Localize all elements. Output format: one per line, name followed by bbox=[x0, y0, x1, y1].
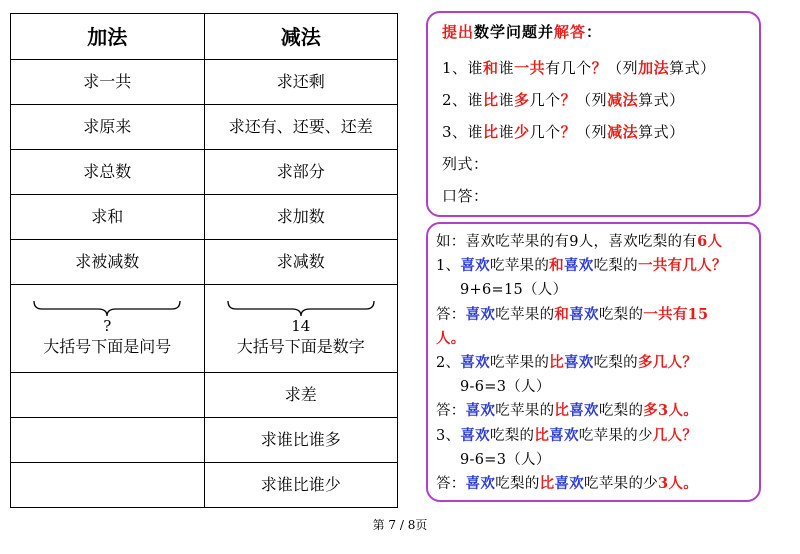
text-segment: 口答： bbox=[442, 187, 489, 205]
text-segment: 多 bbox=[514, 91, 530, 109]
text-segment: 喜欢 bbox=[549, 426, 579, 444]
text-segment: 答： bbox=[436, 403, 466, 420]
text-segment: 喜欢 bbox=[460, 354, 490, 372]
cell-add-1: 求一共 bbox=[11, 60, 205, 105]
text-segment: 算式） bbox=[638, 123, 685, 141]
text-segment: 吃苹果的 bbox=[489, 355, 550, 372]
example-line bbox=[436, 375, 759, 399]
cell-sub-1: 求还剩 bbox=[204, 60, 398, 105]
brace-caption-right: 大括号下面是数字 bbox=[236, 336, 365, 356]
cell-add-empty-1 bbox=[11, 373, 205, 418]
problem-line bbox=[442, 116, 759, 148]
text-segment: 吃梨的 bbox=[495, 476, 540, 493]
text-segment: 喜欢 bbox=[569, 305, 599, 323]
example-line bbox=[436, 278, 759, 302]
cell-sub-3: 求部分 bbox=[204, 150, 398, 195]
problem-line bbox=[442, 84, 759, 116]
text-segment: 比 bbox=[539, 475, 555, 493]
text-segment: （列 bbox=[607, 59, 639, 77]
cell-sub-2: 求还有、还要、还差 bbox=[204, 105, 398, 150]
text-segment: 3、谁 bbox=[442, 123, 484, 141]
example-line bbox=[436, 351, 759, 375]
text-segment: 喜欢 bbox=[460, 426, 490, 444]
text-segment: 算式） bbox=[669, 59, 716, 77]
text-segment: 吃梨的 bbox=[593, 258, 638, 275]
text-segment: 减法 bbox=[607, 91, 639, 109]
text-segment: 喜欢 bbox=[465, 305, 496, 323]
header-subtraction: 减法 bbox=[204, 14, 398, 60]
cell-sub-difference: 求差 bbox=[204, 373, 398, 418]
text-segment: 谁 bbox=[498, 91, 515, 109]
text-segment: ？ bbox=[560, 123, 577, 141]
text-segment: 有几个 bbox=[545, 59, 592, 77]
text-segment: 谁 bbox=[498, 59, 515, 77]
cell-add-2: 求原来 bbox=[11, 105, 205, 150]
example-line bbox=[436, 230, 759, 254]
text-segment: 谁 bbox=[498, 123, 515, 141]
text-segment: 减法 bbox=[607, 123, 639, 141]
cell-sub-more: 求谁比谁多 bbox=[204, 418, 398, 463]
text-segment: 吃苹果的 bbox=[495, 306, 555, 323]
text-segment: 多3人。 bbox=[643, 402, 699, 420]
example-line bbox=[436, 399, 759, 423]
text-segment: 数学问题并 bbox=[474, 23, 555, 41]
problem-line bbox=[442, 180, 759, 212]
text-segment: 几人？ bbox=[652, 426, 698, 444]
text-segment: 吃梨的 bbox=[598, 306, 644, 323]
text-segment: 几个 bbox=[529, 91, 561, 109]
text-segment: 9+6=15（人） bbox=[460, 282, 568, 299]
text-segment: 答： bbox=[436, 476, 466, 493]
text-segment: 2、谁 bbox=[442, 91, 484, 109]
text-segment: ： bbox=[586, 23, 603, 41]
text-segment: 一共 bbox=[514, 59, 546, 77]
text-segment: 加法 bbox=[638, 59, 670, 77]
text-segment: 比 bbox=[549, 354, 564, 372]
text-segment: 和 bbox=[554, 305, 570, 323]
example-box bbox=[426, 222, 761, 502]
example-line bbox=[436, 448, 759, 472]
text-segment: 吃梨的 bbox=[598, 403, 644, 420]
brace-cell-left bbox=[11, 285, 205, 373]
curly-brace-icon bbox=[226, 299, 376, 317]
cell-sub-5: 求减数 bbox=[204, 240, 398, 285]
example-line bbox=[436, 472, 759, 496]
text-segment: 解答 bbox=[554, 23, 587, 41]
text-segment: 喜欢 bbox=[569, 402, 599, 420]
text-segment: 比 bbox=[534, 426, 550, 444]
text-segment: 算式） bbox=[638, 91, 685, 109]
curly-brace-icon bbox=[32, 299, 182, 317]
text-segment: 喜欢 bbox=[563, 257, 594, 275]
text-segment: 和 bbox=[549, 257, 564, 275]
cell-sub-less: 求谁比谁少 bbox=[204, 463, 398, 508]
text-segment: 一共有几人？ bbox=[637, 257, 727, 275]
text-segment: ？ bbox=[560, 91, 577, 109]
problem-lines bbox=[442, 52, 759, 212]
example-lines bbox=[436, 230, 759, 496]
text-segment: 喜欢 bbox=[460, 257, 490, 275]
text-segment: 比 bbox=[483, 123, 499, 141]
text-segment: 吃梨的 bbox=[593, 355, 638, 372]
text-segment: 如：喜欢吃苹果的有9人，喜欢吃梨的有 bbox=[436, 234, 698, 250]
cell-add-empty-3 bbox=[11, 463, 205, 508]
text-segment: 吃梨的 bbox=[489, 427, 535, 444]
cell-add-empty-2 bbox=[11, 418, 205, 463]
text-segment: 喜欢 bbox=[465, 402, 496, 420]
text-segment: 6人 bbox=[697, 233, 723, 250]
example-line bbox=[436, 254, 759, 278]
brace-number: 14 bbox=[291, 317, 311, 336]
text-segment: ？ bbox=[591, 59, 608, 77]
cell-add-4: 求和 bbox=[11, 195, 205, 240]
text-segment: 喜欢 bbox=[563, 354, 594, 372]
text-segment: （列 bbox=[576, 123, 608, 141]
text-segment: 提出 bbox=[442, 23, 475, 41]
text-segment: 和 bbox=[483, 59, 499, 77]
text-segment: 一共有15 bbox=[643, 305, 709, 323]
brace-caption-left: 大括号下面是问号 bbox=[43, 336, 172, 356]
text-segment: 3人。 bbox=[658, 475, 699, 493]
text-segment: 1、谁 bbox=[442, 59, 484, 77]
problem-line bbox=[442, 148, 759, 180]
brace-question-mark: ? bbox=[103, 317, 112, 336]
text-segment: 答： bbox=[436, 306, 466, 323]
text-segment: 1、 bbox=[436, 258, 461, 275]
text-segment: 9-6=3（人） bbox=[460, 451, 551, 468]
operations-table bbox=[10, 13, 398, 508]
text-segment: 吃苹果的少 bbox=[578, 427, 653, 444]
example-line bbox=[436, 424, 759, 448]
problem-box bbox=[426, 11, 761, 217]
text-segment: 2、 bbox=[436, 355, 461, 372]
text-segment: 吃苹果的少 bbox=[584, 476, 659, 493]
page-footer: 第 7 / 8页 bbox=[372, 518, 428, 532]
text-segment: 几个 bbox=[529, 123, 561, 141]
cell-add-5: 求被减数 bbox=[11, 240, 205, 285]
text-segment: 比 bbox=[554, 402, 570, 420]
text-segment: 吃苹果的 bbox=[495, 403, 555, 420]
example-line bbox=[436, 327, 759, 351]
text-segment: 列式： bbox=[442, 155, 489, 173]
cell-add-3: 求总数 bbox=[11, 150, 205, 195]
cell-sub-4: 求加数 bbox=[204, 195, 398, 240]
text-segment: 9-6=3（人） bbox=[460, 379, 551, 396]
text-segment: 比 bbox=[483, 91, 499, 109]
text-segment: 多几人？ bbox=[637, 354, 698, 372]
problem-line bbox=[442, 52, 759, 84]
problem-title bbox=[442, 21, 759, 42]
brace-cell-right bbox=[204, 285, 398, 373]
example-line bbox=[436, 303, 759, 327]
text-segment: （列 bbox=[576, 91, 608, 109]
text-segment: 人。 bbox=[436, 329, 466, 347]
text-segment: 3、 bbox=[436, 427, 461, 444]
text-segment: 吃苹果的 bbox=[489, 258, 550, 275]
text-segment: 喜欢 bbox=[465, 475, 496, 493]
text-segment: 喜欢 bbox=[554, 475, 585, 493]
text-segment: 少 bbox=[514, 123, 530, 141]
header-addition: 加法 bbox=[11, 14, 205, 60]
